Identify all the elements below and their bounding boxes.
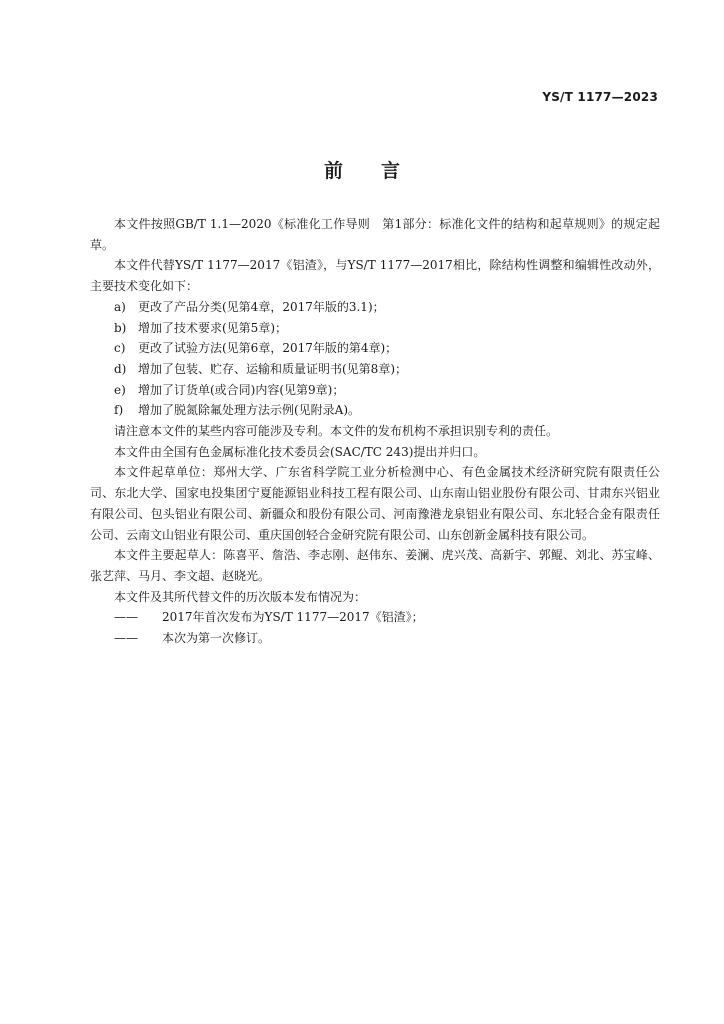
paragraph-patent-notice: 请注意本文件的某些内容可能涉及专利。本文件的发布机构不承担识别专利的责任。 [114, 424, 559, 439]
paragraph-proposer: 本文件由全国有色金属标准化技术委员会(SAC/TC 243)提出并归口。 [114, 444, 486, 459]
paragraph-history-intro: 本文件及其所代替文件的历次版本发布情况为： [114, 589, 367, 604]
list-item [90, 380, 660, 401]
list-item-text: 更改了产品分类(见第4章，2017年版的3.1)； [138, 299, 385, 314]
list-item [90, 359, 660, 380]
paragraph-drafting-basis: 本文件按照GB/T 1.1—2020《标准化工作导则 第1部分：标准化文件的结构和起草规则》的规定起草。 [90, 217, 660, 252]
paragraph-replacement: 本文件代替YS/T 1177—2017《铝渣》，与YS/T 1177—2017相比，除结构性调整和编辑性改动外，主要技术变化如下： [90, 258, 660, 294]
list-item [90, 318, 660, 339]
history-item-text: 2017年首次发布为YS/T 1177—2017《铝渣》； [162, 610, 424, 625]
list-item [90, 400, 660, 421]
history-item-text: 本次为第一次修订。 [162, 631, 271, 646]
list-marker: f) [114, 403, 124, 418]
list-marker: b) [114, 320, 127, 335]
list-marker: c) [114, 341, 126, 356]
list-item-text: 增加了包装、贮存、运输和质量证明书(见第8章)； [138, 361, 407, 376]
list-item [90, 338, 660, 359]
document-body [90, 214, 660, 649]
list-marker: e) [114, 382, 126, 397]
standard-code: YS/T 1177—2023 [542, 90, 658, 104]
list-item-text: 增加了技术要求(见第5章)； [138, 320, 287, 335]
list-item-text: 增加了订货单(或合同)内容(见第9章)； [138, 382, 345, 397]
list-item [90, 297, 660, 318]
list-marker: d) [114, 361, 127, 376]
list-item-text: 增加了脱氮除氟处理方法示例(见附录A)。 [138, 403, 361, 418]
history-item [90, 607, 660, 628]
dash-marker: —— [114, 610, 138, 625]
page-title: 前言 [323, 160, 438, 182]
paragraph-drafters: 本文件主要起草人：陈喜平、詹浩、李志刚、赵伟东、姜澜、虎兴茂、高新宇、郭鲲、刘北、苏宝峰、张艺萍、马月、李文超、赵晓光。 [90, 548, 660, 583]
dash-marker: —— [114, 631, 138, 646]
history-item [90, 628, 660, 649]
list-marker: a) [114, 299, 126, 314]
paragraph-drafting-units: 本文件起草单位：郑州大学、广东省科学院工业分析检测中心、有色金属技术经济研究院有限责任公司、东北大学、国家电投集团宁夏能源铝业科技工程有限公司、山东南山铝业股份有限公司、甘肃东兴铝业有限公司、包头铝业有限公司、新疆众和股份有限公司、河南豫港龙泉铝业有限公司、东北轻合金有限责任公司、云南文山铝业有限公司、重庆国创轻合金研究院有限公司、山东创新金属科技有限公司。 [90, 465, 660, 542]
list-item-text: 更改了试验方法(见第6章，2017年版的第4章)； [138, 341, 398, 356]
